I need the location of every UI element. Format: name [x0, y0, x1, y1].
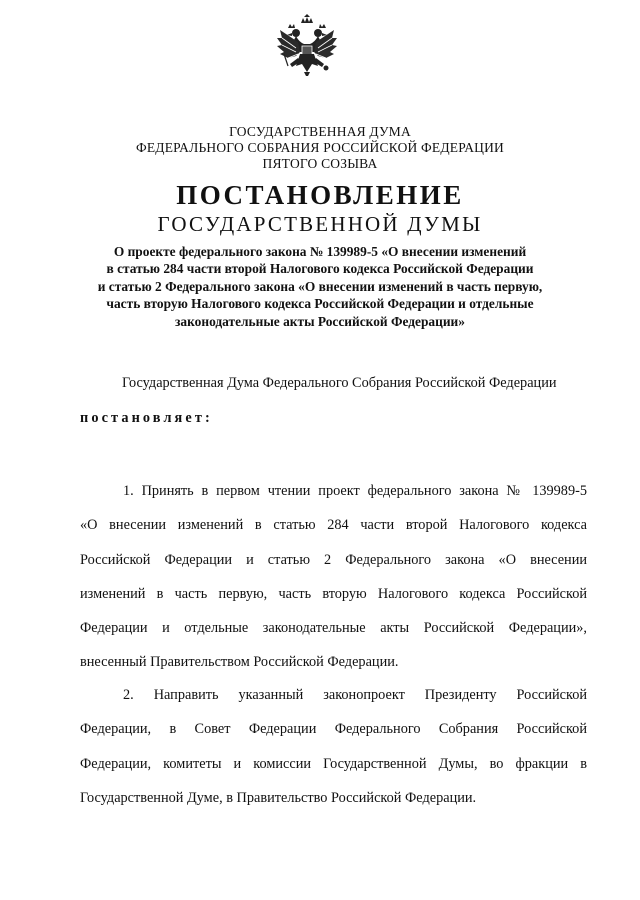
intro-text: Государственная Дума Федерального Собрания Российской Федерации — [122, 375, 557, 391]
heading-line: законодательные акты Российской Федерации» — [175, 313, 465, 329]
paragraph-line: Государственной Думе, в Правительство Российской Федерации. — [80, 789, 477, 806]
coat-of-arms-icon — [274, 14, 340, 86]
org-line-duma: ГОСУДАРСТВЕННАЯ ДУМА — [229, 124, 411, 139]
paragraph-line: Российской Федерации и статью 2 Федерального закона «О внесении — [80, 551, 587, 568]
heading-line: в статью 284 части второй Налогового кодекса Российской Федерации — [106, 261, 534, 277]
heading-line: О проекте федерального закона № 139989-5 «О внесении изменений — [113, 244, 527, 259]
paragraph-line: Федерации, в Совет Федерации Федерального Собрания Российской — [80, 721, 587, 738]
paragraph-line: Федерации и отдельные законодательные акты Российской Федерации», — [80, 620, 587, 637]
paragraph-line: изменений в часть первую, часть вторую Налогового кодекса Российской — [80, 585, 587, 602]
document-title: ПОСТАНОВЛЕНИЕ — [176, 180, 464, 210]
paragraph-line: «О внесении изменений в статью 284 части второй Налогового кодекса — [80, 517, 587, 534]
heading-line: часть вторую Налогового кодекса Российской Федерации и отдельные — [106, 296, 534, 312]
paragraph-line: 1. Принять в первом чтении проект федерального закона № 139989-5 — [123, 483, 587, 499]
heading-line: и статью 2 Федерального закона «О внесении изменений в часть первую, — [97, 278, 543, 294]
paragraph-2 — [80, 678, 587, 815]
resolution-heading — [70, 243, 570, 330]
resolves-word: постановляет: — [80, 410, 213, 426]
org-line-federal-assembly: ФЕДЕРАЛЬНОГО СОБРАНИЯ РОССИЙСКОЙ ФЕДЕРАЦИИ — [136, 140, 504, 155]
paragraph-1 — [80, 474, 587, 680]
paragraph-line: внесенный Правительством Российской Федерации. — [80, 654, 399, 671]
paragraph-line: 2. Направить указанный законопроект Президенту Российской — [123, 687, 587, 703]
document-subtitle: ГОСУДАРСТВЕННОЙ ДУМЫ — [157, 212, 483, 236]
org-line-convocation: ПЯТОГО СОЗЫВА — [262, 156, 378, 171]
paragraph-line: Федерации, комитеты и комиссии Государственной Думы, во фракции в — [80, 755, 587, 772]
